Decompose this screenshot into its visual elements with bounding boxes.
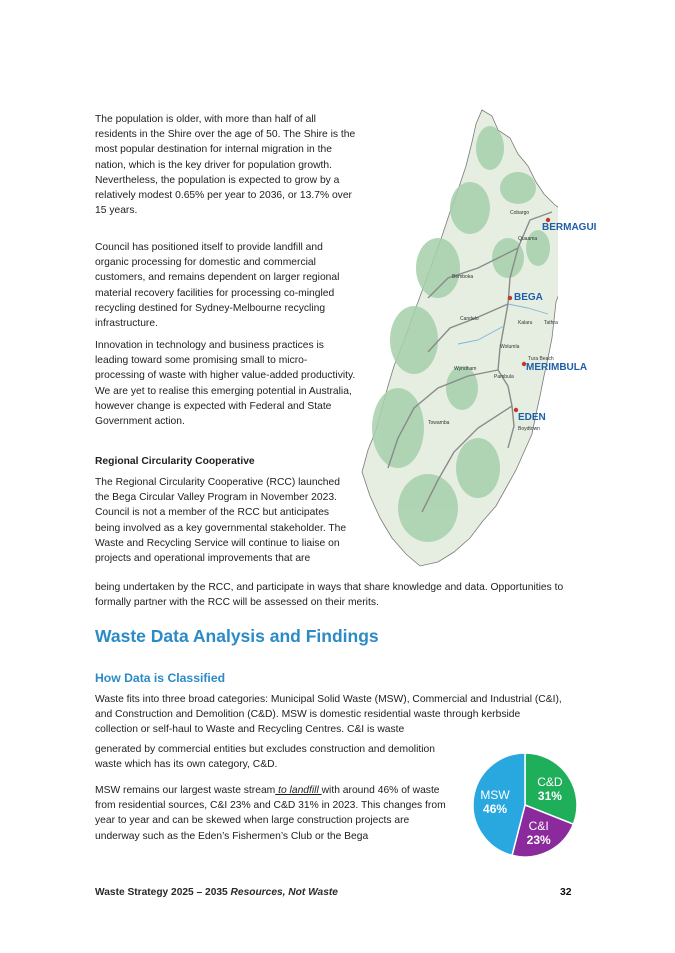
- town-label-tura-beach: Tura Beach: [528, 356, 554, 362]
- coast-water: [558, 108, 606, 570]
- footer-title-subtitle: Resources, Not Waste: [227, 887, 338, 898]
- footer-document-title: [95, 887, 338, 898]
- town-label-bemboka: Bemboka: [452, 274, 474, 280]
- town-label-wolumla: Wolumla: [500, 344, 520, 350]
- town-label-bega: BEGA: [514, 292, 543, 303]
- town-label-candelo: Candelo: [460, 316, 479, 322]
- to-landfill-emphasis: to landfill: [275, 785, 322, 796]
- pie-value-cd: 31%: [537, 789, 562, 804]
- paragraph-innovation: Innovation in technology and business practices is leading toward some promising small to micro-processing of waste with higher value-added productivity. We are yet to realise this emerging potential in Australia, however change is expected with Federal and State Government action.: [95, 340, 356, 428]
- waste-composition-pie-chart: [470, 750, 580, 860]
- town-label-bermagui: BERMAGUI: [542, 222, 597, 233]
- msw-text-start: MSW remains our largest waste stream: [95, 785, 276, 796]
- town-label-boydtown: Boydtown: [518, 426, 540, 432]
- town-label-tathra: Tathra: [544, 320, 558, 326]
- paragraph-rcc-intro: The Regional Circularity Cooperative (RCC) launched the Bega Circular Valley Program in November 2023. Council is not a member of the RCC but anticipates being involved as a key governmental stakeholder. The Waste and Recycling Service will continue to liaise on projects and operational improvements that are: [95, 477, 347, 565]
- pie-label-ci: C&I: [528, 818, 549, 833]
- town-label-wyndham: Wyndham: [454, 366, 477, 372]
- page-number: 32: [560, 887, 572, 898]
- paragraph-classification-continued: generated by commercial entities but excludes construction and demolition waste which has its own category, C&D.: [95, 744, 435, 771]
- town-label-towamba: Towamba: [428, 420, 450, 426]
- footer-title-main: Waste Strategy 2025 – 2035: [95, 887, 228, 898]
- pie-value-msw: 46%: [483, 802, 508, 817]
- subsection-title: How Data is Classified: [95, 671, 226, 685]
- town-label-quaama: Quaama: [518, 236, 538, 242]
- pie-label-cd: C&D: [537, 775, 563, 790]
- section-title: Waste Data Analysis and Findings: [95, 626, 379, 646]
- paragraph-classification: Waste fits into three broad categories: Municipal Solid Waste (MSW), Commercial and Industrial (C&I), and Construction and Demolition (C&D). MSW is domestic residential waste through kerbside collection or self-haul to Waste and Recycling Centres. C&I is waste: [95, 694, 562, 736]
- town-label-pambula: Pambula: [494, 374, 514, 380]
- paragraph-rcc-continued: being undertaken by the RCC, and participate in ways that share knowledge and data. Opportunities to formally partner with the RCC will be assessed on their merits.: [95, 582, 564, 609]
- msw-text-end: with around 46% of waste from residential sources, C&I 23% and C&D 31% in 2023. This changes from year to year and can be skewed when large construction projects are underway such as the Eden’s Fishermen’s Club or the Bega: [95, 785, 446, 842]
- town-label-kalaru: Kalaru: [518, 320, 533, 326]
- paragraph-council-processing: Council has positioned itself to provide landfill and organic processing for domestic and commercial customers, and remains dependent on larger regional material recovery facilities for processing co-mingled recycling destined for Sydney-Melbourne recycling infrastructure.: [95, 242, 340, 330]
- bega-valley-map: [358, 108, 606, 570]
- town-label-merimbula: MERIMBULA: [526, 362, 588, 373]
- rcc-heading: Regional Circularity Cooperative: [95, 456, 255, 467]
- town-label-cobargo: Cobargo: [510, 210, 530, 216]
- pie-label-msw: MSW: [480, 788, 510, 803]
- paragraph-msw: [95, 783, 450, 844]
- paragraph-population: The population is older, with more than half of all residents in the Shire over the age of 50. The Shire is the most popular destination for internal migration in the nation, which is the key driver for population growth. Nevertheless, the population is expected to grow by a relatively modest 0.65% per year to 2036, or 13.7% over 15 years.: [95, 114, 356, 217]
- pie-value-ci: 23%: [526, 832, 551, 847]
- town-label-eden: EDEN: [518, 412, 546, 423]
